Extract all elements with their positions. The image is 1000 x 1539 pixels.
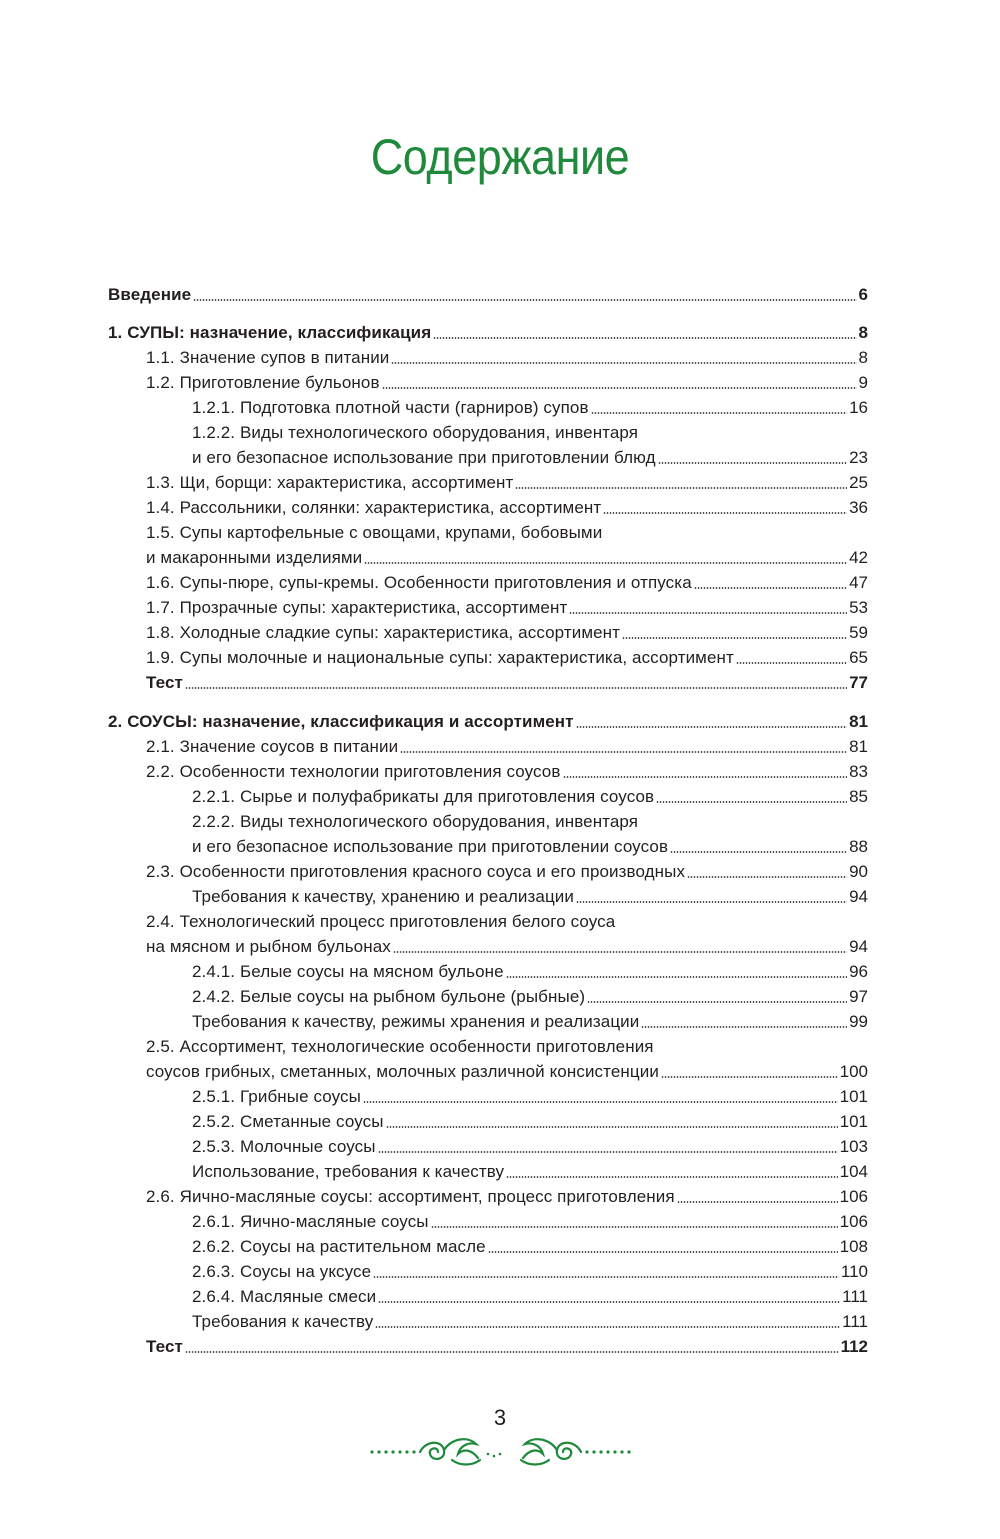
page-title: Содержание: [370, 129, 630, 185]
toc-entry-text: 2.6.2. Соусы на растительном масле: [192, 1237, 486, 1256]
toc-entry-text: 1.4. Рассольники, солянки: характеристика, ассортимент: [146, 498, 602, 517]
toc-entry-text: 2.4.2. Белые соусы на рыбном бульоне (рыбные): [192, 987, 586, 1006]
toc-entry-page: 81: [849, 712, 868, 731]
toc-entry-page: 94: [849, 887, 868, 906]
toc-entry[interactable]: [146, 1057, 868, 1082]
leader-dots: [670, 851, 847, 853]
toc-entry[interactable]: [146, 668, 868, 693]
toc-entry-text: Использование, требования к качеству: [192, 1162, 505, 1181]
toc-entry-continued[interactable]: [146, 518, 868, 543]
toc-entry-text: 1.8. Холодные сладкие супы: характеристика, ассортимент: [146, 623, 621, 642]
leader-dots: [373, 1276, 839, 1278]
toc-entry-text: 2.3. Особенности приготовления красного соуса и его производных: [146, 862, 686, 881]
toc-entry-continued[interactable]: [146, 907, 868, 932]
toc-entry-text: 2.5.3. Молочные соусы: [192, 1137, 376, 1156]
leader-dots: [488, 1251, 838, 1253]
toc-entry[interactable]: [146, 343, 868, 368]
leader-dots: [622, 637, 847, 639]
toc-entry-text: 2.1. Значение соусов в питании: [146, 737, 399, 756]
toc-entry-text: 2.4. Технологический процесс приготовления белого соуса: [146, 912, 616, 931]
toc-entry-text: 1.2.1. Подготовка плотной части (гарниров) супов: [192, 398, 589, 417]
toc-entry[interactable]: [192, 1132, 868, 1157]
toc-entry[interactable]: [192, 1257, 868, 1282]
toc-entry-page: 83: [849, 762, 868, 781]
toc-entry-text: 1. СУПЫ: назначение, классификация: [108, 323, 432, 342]
toc-entry-page: 47: [849, 573, 868, 592]
leader-dots: [694, 587, 847, 589]
leader-dots: [185, 1351, 839, 1353]
leader-dots: [400, 751, 847, 753]
leader-dots: [656, 801, 847, 803]
toc-entry-page: 25: [849, 473, 868, 492]
toc-entry[interactable]: [146, 1332, 868, 1357]
toc-entry-text: 1.2.2. Виды технологического оборудования, инвентаря: [192, 423, 639, 442]
toc-entry-text: 2.2.2. Виды технологического оборудования, инвентаря: [192, 812, 639, 831]
leader-dots: [393, 951, 847, 953]
toc-entry-page: 106: [839, 1212, 868, 1231]
toc-entry-text: 2.6.4. Масляные смеси: [192, 1287, 377, 1306]
toc-entry-text: 2.6.3. Соусы на уксусе: [192, 1262, 372, 1281]
leader-dots: [563, 776, 848, 778]
toc-entry-page: 101: [839, 1087, 868, 1106]
toc-entry-text: Требования к качеству, хранению и реализации: [192, 887, 574, 906]
toc-entry[interactable]: [146, 493, 868, 518]
toc-entry[interactable]: [192, 1232, 868, 1257]
toc-entry-text: 1.2. Приготовление бульонов: [146, 373, 380, 392]
leader-dots: [364, 562, 847, 564]
toc-entry-page: 53: [849, 598, 868, 617]
toc-entry[interactable]: [192, 393, 868, 418]
toc-entry-page: 104: [839, 1162, 868, 1181]
toc-entry-page: 59: [849, 623, 868, 642]
leader-dots: [576, 726, 847, 728]
toc-entry[interactable]: [146, 857, 868, 882]
toc-entry-text: Требования к качеству: [192, 1312, 374, 1331]
toc-entry-page: 85: [849, 787, 868, 806]
toc-entry-text: Требования к качеству, режимы хранения и реализации: [192, 1012, 640, 1031]
toc-entry-page: 94: [849, 937, 868, 956]
toc-entry-text: 2.5.2. Сметанные соусы: [192, 1112, 384, 1131]
leader-dots: [515, 487, 847, 489]
leader-dots: [391, 362, 856, 364]
leader-dots: [658, 462, 847, 464]
toc-entry[interactable]: [192, 1157, 868, 1182]
toc-entry-continued[interactable]: [146, 1032, 868, 1057]
toc-entry-page: 8: [858, 323, 868, 342]
toc-entry-text: Тест: [146, 673, 183, 692]
toc-entry-page: 97: [849, 987, 868, 1006]
toc-entry-text: 1.9. Супы молочные и национальные супы: характеристика, ассортимент: [146, 648, 734, 667]
toc-entry-page: 88: [849, 837, 868, 856]
toc-entry[interactable]: [192, 1282, 868, 1307]
toc-entry-page: 23: [849, 448, 868, 467]
leader-dots: [687, 876, 847, 878]
toc-entry[interactable]: [192, 1207, 868, 1232]
toc-entry-text: Введение: [108, 285, 192, 304]
toc-entry[interactable]: [192, 782, 868, 807]
toc-entry[interactable]: [192, 1007, 868, 1032]
toc-entry-page: 112: [840, 1337, 868, 1356]
toc-entry-text: Тест: [146, 1337, 183, 1356]
toc-entry-page: 100: [839, 1062, 868, 1081]
toc-entry-page: 110: [840, 1262, 868, 1281]
leader-dots: [736, 662, 847, 664]
toc-entry-text: 1.5. Супы картофельные с овощами, крупами, бобовыми: [146, 523, 603, 542]
toc-entry-text: 2.6.1. Яично-масляные соусы: [192, 1212, 429, 1231]
toc-entry[interactable]: [146, 593, 868, 618]
leader-dots: [386, 1126, 838, 1128]
toc-entry[interactable]: [192, 982, 868, 1007]
toc-entry[interactable]: [146, 643, 868, 668]
leader-dots: [431, 1226, 838, 1228]
toc-entry-page: 81: [849, 737, 868, 756]
toc-entry-text: и его безопасное использование при приготовлении соусов: [192, 837, 669, 856]
toc-entry[interactable]: [146, 732, 868, 757]
toc-entry[interactable]: [146, 543, 868, 568]
toc-entry[interactable]: [192, 1307, 868, 1332]
leader-dots: [591, 412, 847, 414]
toc-entry-text: 1.6. Супы-пюре, супы-кремы. Особенности приготовления и отпуска: [146, 573, 692, 592]
toc-entry-page: 42: [849, 548, 868, 567]
toc-entry[interactable]: [146, 468, 868, 493]
leader-dots: [603, 512, 847, 514]
leader-dots: [433, 337, 856, 339]
leader-dots: [576, 901, 847, 903]
toc-entry-page: 6: [858, 285, 868, 304]
toc-entry-text: 2.4.1. Белые соусы на мясном бульоне: [192, 962, 504, 981]
toc-entry-page: 90: [849, 862, 868, 881]
leader-dots: [193, 299, 856, 301]
toc-entry-page: 77: [849, 673, 868, 692]
toc-entry[interactable]: [146, 932, 868, 957]
toc-entry-text: 2.2.1. Сырье и полуфабрикаты для приготовления соусов: [192, 787, 655, 806]
toc-entry-page: 8: [858, 348, 868, 367]
leader-dots: [677, 1201, 838, 1203]
toc-entry-text: и его безопасное использование при приготовлении блюд: [192, 448, 656, 467]
page-number: 3: [493, 1405, 507, 1430]
leader-dots: [185, 687, 847, 689]
toc-entry-text: 2. СОУСЫ: назначение, классификация и ассортимент: [108, 712, 574, 731]
toc-entry-page: 111: [842, 1287, 868, 1306]
toc-entry-page: 99: [849, 1012, 868, 1031]
toc-entry-text: 2.6. Яично-масляные соусы: ассортимент, процесс приготовления: [146, 1187, 675, 1206]
toc-entry[interactable]: [192, 882, 868, 907]
toc-entry[interactable]: [146, 568, 868, 593]
toc-entry[interactable]: [192, 443, 868, 468]
toc-entry-page: 16: [849, 398, 868, 417]
toc-entry-text: 2.5. Ассортимент, технологические особенности приготовления: [146, 1037, 654, 1056]
leader-dots: [506, 976, 847, 978]
leader-dots: [378, 1151, 838, 1153]
toc-entry[interactable]: [192, 1082, 868, 1107]
toc-entry-continued[interactable]: [192, 418, 868, 443]
toc-entry[interactable]: [108, 318, 868, 343]
leader-dots: [506, 1176, 837, 1178]
leader-dots: [378, 1301, 840, 1303]
toc-entry-text: на мясном и рыбном бульонах: [146, 937, 391, 956]
toc-entry-text: 1.3. Щи, борщи: характеристика, ассортимент: [146, 473, 514, 492]
toc-entry-continued[interactable]: [192, 807, 868, 832]
toc-entry-text: и макаронными изделиями: [146, 548, 363, 567]
toc-entry[interactable]: [108, 280, 868, 305]
toc-entry[interactable]: [192, 957, 868, 982]
toc-entry[interactable]: [192, 832, 868, 857]
toc-entry-text: 1.1. Значение супов в питании: [146, 348, 390, 367]
toc-entry[interactable]: [146, 1182, 868, 1207]
toc-entry-page: 111: [842, 1312, 868, 1331]
toc-entry-text: 2.5.1. Грибные соусы: [192, 1087, 361, 1106]
toc-entry-page: 106: [839, 1187, 868, 1206]
toc-entry-page: 101: [839, 1112, 868, 1131]
leader-dots: [569, 612, 847, 614]
leader-dots: [587, 1001, 847, 1003]
leader-dots: [382, 387, 857, 389]
toc-entry-text: 2.2. Особенности технологии приготовления соусов: [146, 762, 561, 781]
toc-entry[interactable]: [146, 368, 868, 393]
ornament-icon: [368, 1430, 633, 1474]
toc-entry[interactable]: [108, 707, 868, 732]
leader-dots: [363, 1101, 838, 1103]
toc-entry[interactable]: [146, 757, 868, 782]
toc-entry-page: 65: [849, 648, 868, 667]
toc-entry-text: 1.7. Прозрачные супы: характеристика, ассортимент: [146, 598, 568, 617]
toc-entry-page: 103: [839, 1137, 868, 1156]
leader-dots: [661, 1076, 838, 1078]
toc-entry-page: 108: [839, 1237, 868, 1256]
toc-entry-page: 9: [858, 373, 868, 392]
leader-dots: [375, 1326, 840, 1328]
toc-entry-page: 96: [849, 962, 868, 981]
toc-entry[interactable]: [146, 618, 868, 643]
leader-dots: [641, 1026, 847, 1028]
toc-entry-text: соусов грибных, сметанных, молочных различной консистенции: [146, 1062, 659, 1081]
toc-entry[interactable]: [192, 1107, 868, 1132]
toc-entry-page: 36: [849, 498, 868, 517]
